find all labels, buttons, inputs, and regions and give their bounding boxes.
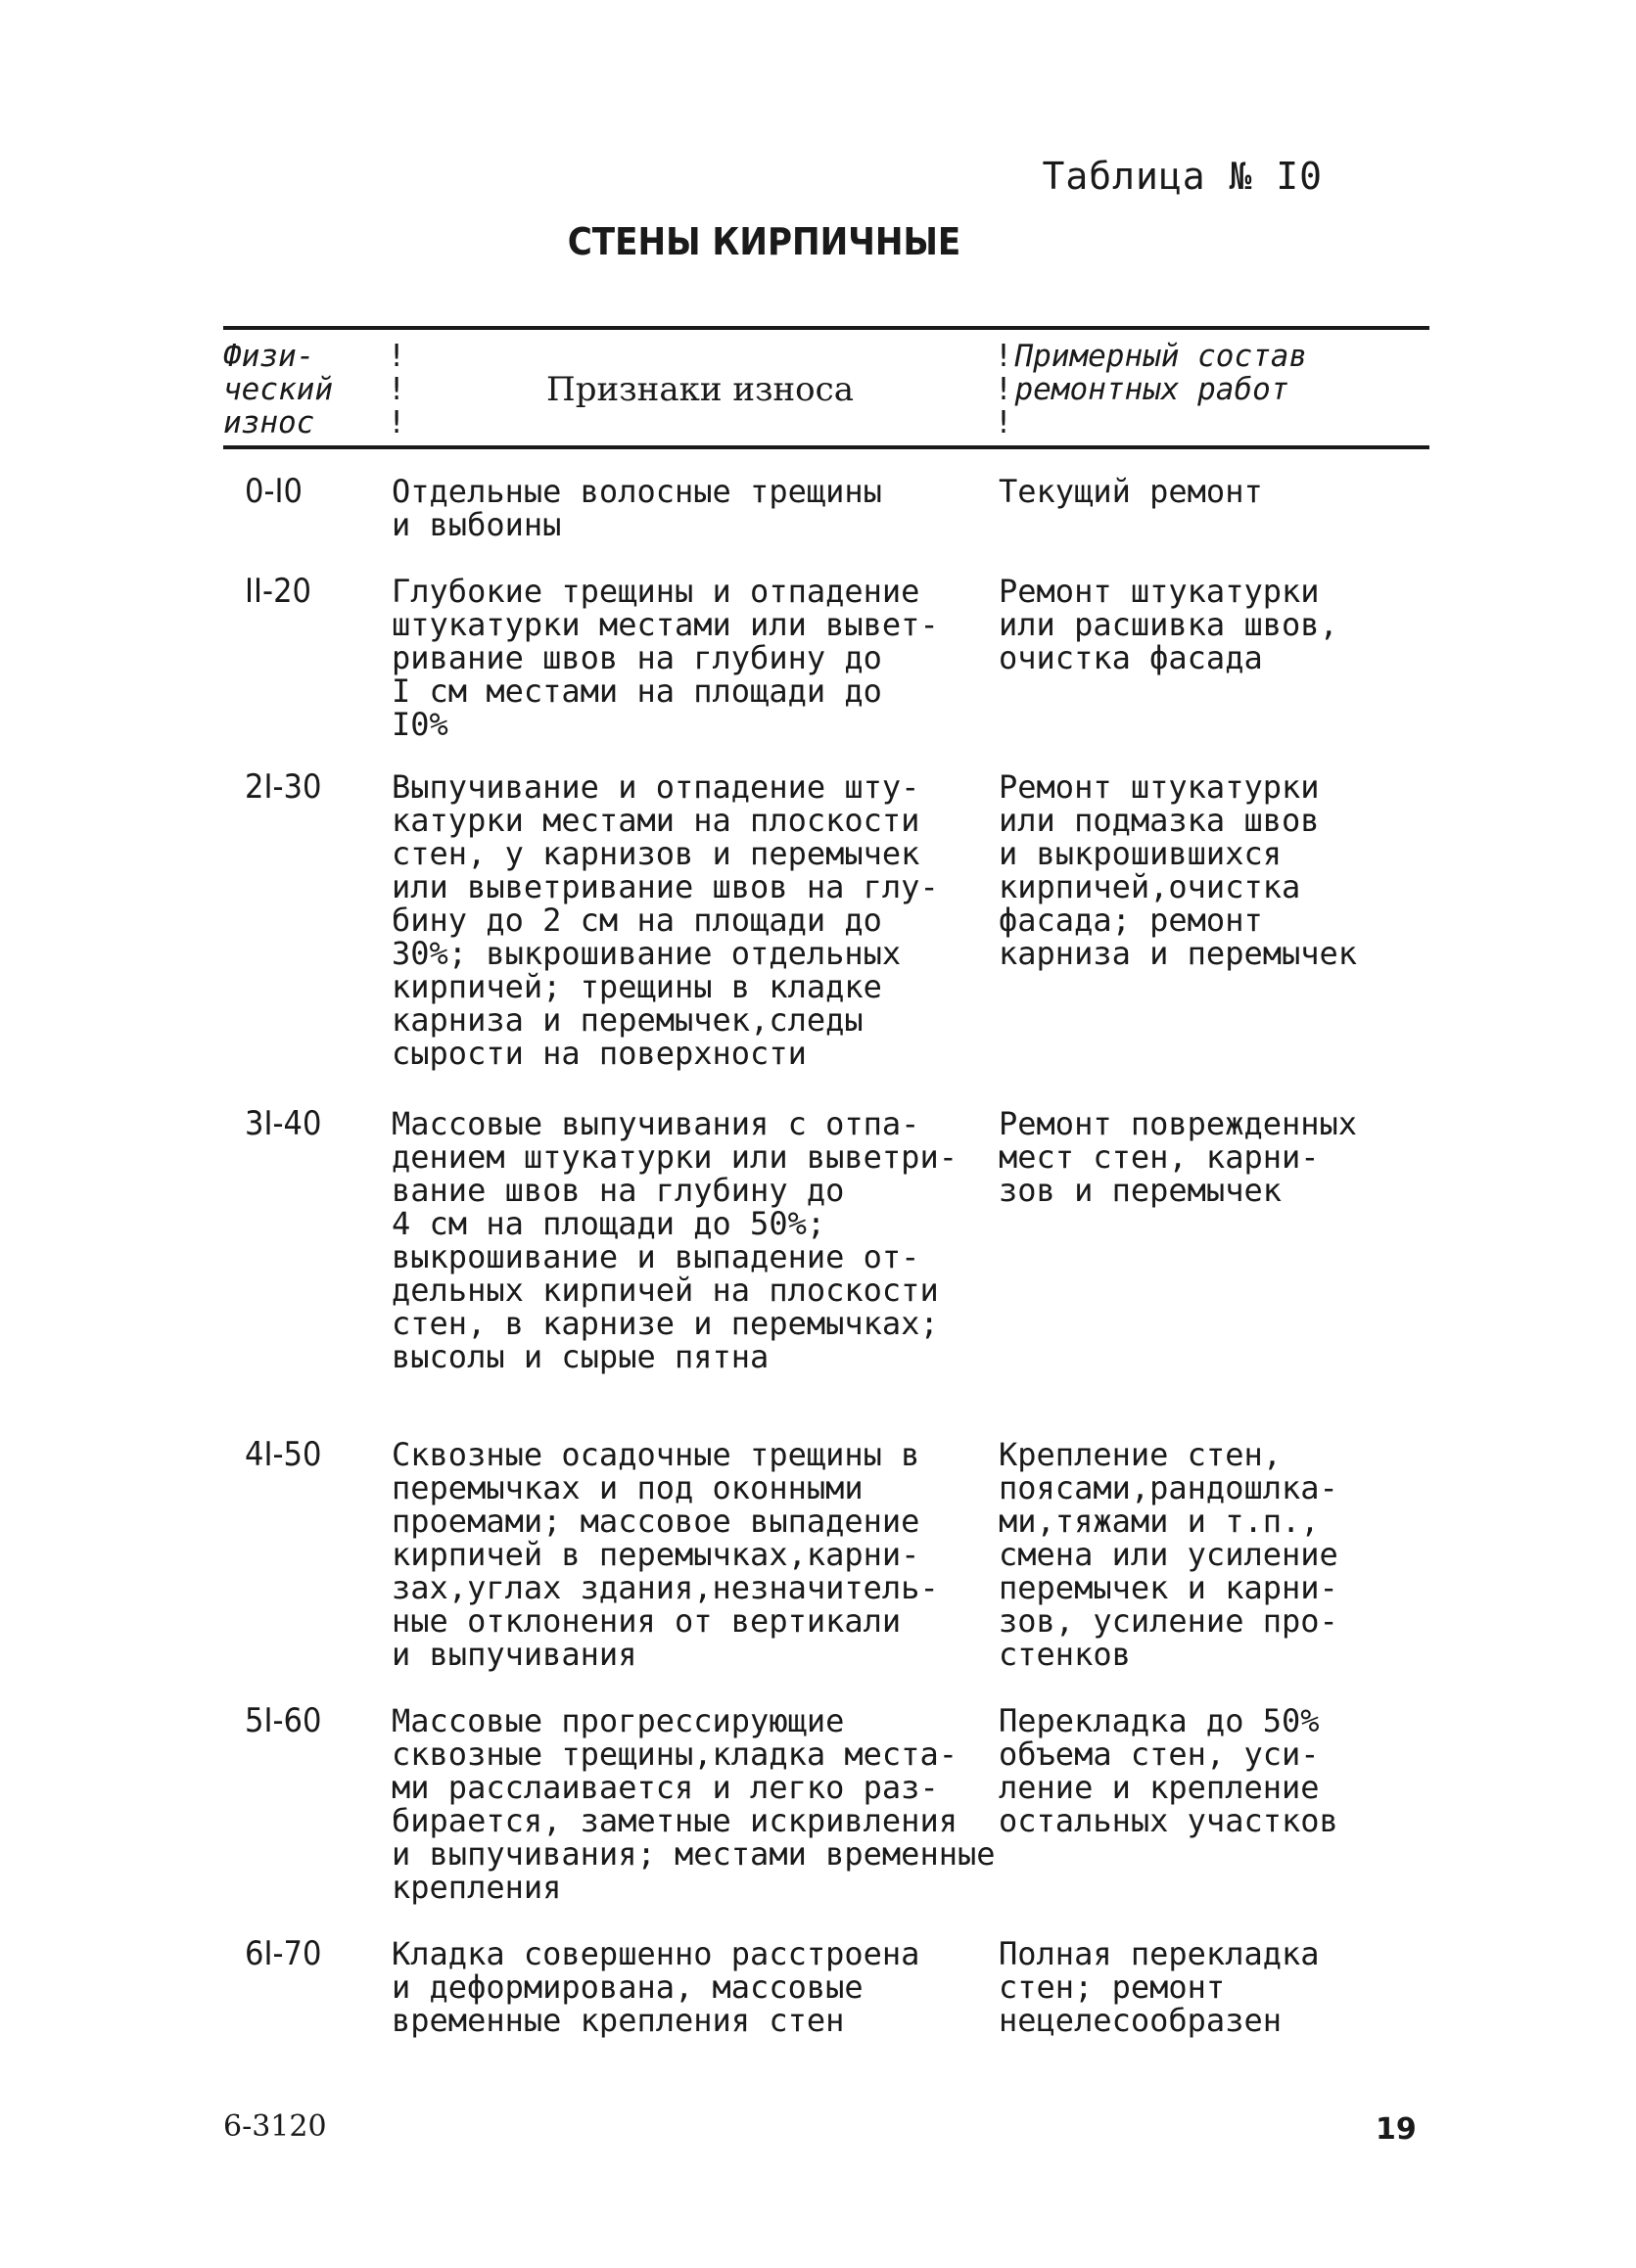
repair-line: и выкрошившихся [999,835,1282,872]
table-number: Таблица № I0 [1042,155,1323,198]
wear-table [223,326,1429,2037]
signs-line: вание швов на глубину до [392,1172,845,1209]
signs-line: Отдельные волосные трещины [392,473,882,510]
signs-line: сквозные трещины,кладка места- [392,1736,958,1773]
signs-line: или выветривание швов на глу- [392,868,939,905]
column-separator: ! ! ! [387,339,406,440]
wear-signs [392,1704,999,1904]
wear-signs [392,1107,999,1373]
signs-line: ми расслаивается и легко раз- [392,1769,939,1806]
signs-line: дением штукатурки или выветри- [392,1138,958,1176]
repair-line: ми,тяжами и т.п., [999,1503,1320,1540]
repair-line: Ремонт штукатурки [999,573,1320,610]
repair-line: фасада; ремонт [999,902,1263,939]
wear-range: 2I-30 [245,767,322,807]
signs-line: Массовые прогрессирующие [392,1702,845,1739]
repair-line: или подмазка швов [999,802,1320,839]
repair-works [999,475,1429,541]
wear-range: 0-I0 [245,472,303,511]
header-repair: Примерный состав ремонтных работ [1014,339,1308,407]
table-body [223,449,1429,2037]
wear-range: 3I-40 [245,1104,322,1143]
signs-line: 30%; выкрошивание отдельных [392,935,902,972]
repair-line: стен; ремонт [999,1968,1226,2006]
repair-line: нецелесообразен [999,2002,1282,2039]
signs-line: Глубокие трещины и отпадение [392,573,920,610]
repair-line: поясами,рандошлка- [999,1469,1338,1506]
signs-line: кирпичей в перемычках,карни- [392,1536,920,1573]
repair-line: кирпичей,очистка [999,868,1301,905]
page-number: 19 [1376,2112,1417,2147]
table-header [223,330,1429,445]
signs-line: I0% [392,706,448,743]
signs-line: высолы и сырые пятна [392,1338,770,1375]
header-signs: Признаки износа [546,370,854,409]
signs-line: стен, в карнизе и перемычках; [392,1305,939,1342]
repair-works [999,1438,1429,1671]
wear-signs [392,575,999,741]
signs-line: временные крепления стен [392,2002,845,2039]
signs-line: бину до 2 см на площади до [392,902,882,939]
wear-range: 4I-50 [245,1435,322,1474]
wear-range: 5I-60 [245,1701,322,1740]
signs-line: Массовые выпучивания с отпа- [392,1105,920,1142]
signs-line: и выбоины [392,506,562,543]
wear-signs [392,1937,999,2037]
signs-line: проемами; массовое выпадение [392,1503,920,1540]
repair-line: очистка фасада [999,639,1263,676]
column-separator: ! ! ! [994,339,1013,440]
document-code: 6-3120 [223,2109,327,2144]
signs-line: крепления [392,1869,562,1906]
table-row [223,1701,1429,1906]
signs-line: кирпичей; трещины в кладке [392,968,882,1005]
document-title: СТЕНЫ КИРПИЧНЫЕ [567,220,961,263]
repair-line: смена или усиление [999,1536,1338,1573]
header-wear-cell [223,340,386,440]
table-row [223,472,1429,543]
repair-line: Полная перекладка [999,1935,1320,1972]
signs-line: 4 см на площади до 50%; [392,1205,826,1242]
signs-line: ривание швов на глубину до [392,639,882,676]
repair-line: Ремонт поврежденных [999,1105,1358,1142]
signs-line: I см местами на площади до [392,672,882,710]
signs-line: катурки местами на плоскости [392,802,920,839]
signs-line: Сквозные осадочные трещины в [392,1436,920,1473]
signs-line: ные отклонения от вертикали [392,1602,902,1640]
wear-range: 6I-70 [245,1934,322,1973]
table-row [223,1435,1429,1673]
repair-line: перемычек и карни- [999,1569,1338,1606]
wear-signs [392,475,999,541]
signs-line: и выпучивания [392,1636,637,1673]
repair-line: ление и крепление [999,1769,1320,1806]
repair-line: карниза и перемычек [999,935,1358,972]
signs-line: Кладка совершенно расстроена [392,1935,920,1972]
wear-signs [392,1438,999,1671]
wear-range: II-20 [245,572,311,611]
repair-line: зов и перемычек [999,1172,1282,1209]
repair-line: или расшивка швов, [999,606,1338,643]
signs-line: сырости на поверхности [392,1035,807,1072]
table-row [223,767,1429,1072]
signs-line: выкрошивание и выпадение от- [392,1238,920,1275]
signs-line: дельных кирпичей на плоскости [392,1272,939,1309]
table-row [223,1934,1429,2039]
repair-line: стенков [999,1636,1131,1673]
repair-line: зов, усиление про- [999,1602,1338,1640]
signs-line: зах,углах здания,незначитель- [392,1569,939,1606]
repair-line: Текущий ремонт [999,473,1263,510]
repair-line: остальных участков [999,1802,1338,1839]
signs-line: перемычках и под оконными [392,1469,864,1506]
wear-signs [392,770,999,1070]
signs-line: карниза и перемычек,следы [392,1001,864,1039]
signs-line: и выпучивания; местами временные [392,1835,996,1873]
signs-line: бирается, заметные искривления [392,1802,958,1839]
repair-line: объема стен, уси- [999,1736,1320,1773]
signs-line: Выпучивание и отпадение шту- [392,768,920,806]
repair-line: Перекладка до 50% [999,1702,1320,1739]
repair-line: мест стен, карни- [999,1138,1320,1176]
signs-line: и деформирована, массовые [392,1968,864,2006]
repair-works [999,575,1429,741]
signs-line: стен, у карнизов и перемычек [392,835,920,872]
repair-line: Ремонт штукатурки [999,768,1320,806]
table-row [223,572,1429,743]
repair-works [999,1107,1429,1373]
repair-works [999,1704,1429,1904]
table-row [223,1104,1429,1375]
header-wear: Физи- ческий износ [223,339,333,440]
repair-line: Крепление стен, [999,1436,1282,1473]
repair-works [999,770,1429,1070]
signs-line: штукатурки местами или вывет- [392,606,939,643]
repair-works [999,1937,1429,2037]
